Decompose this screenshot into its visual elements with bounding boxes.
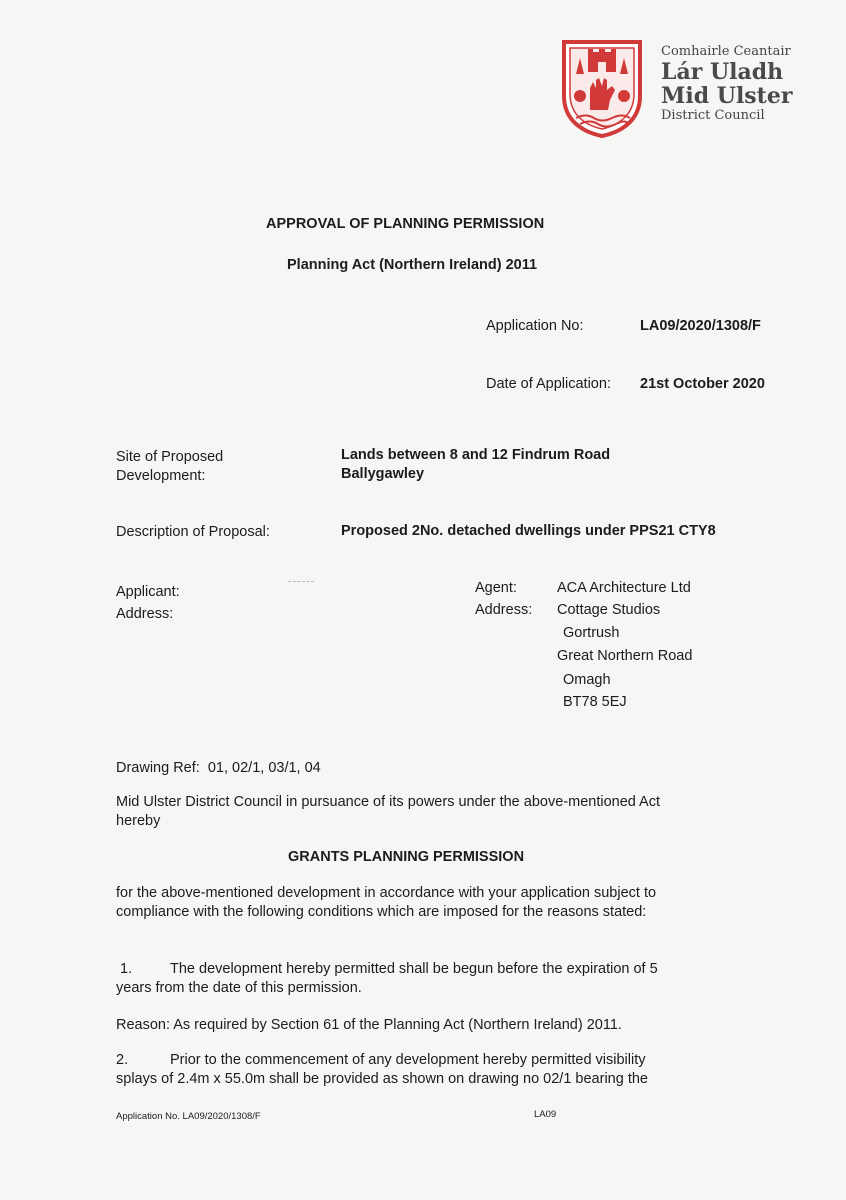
footer-code: LA09 xyxy=(534,1109,557,1120)
agent-address-line: Great Northern Road xyxy=(557,648,693,664)
agent-name: ACA Architecture Ltd xyxy=(557,580,691,596)
grant-heading: GRANTS PLANNING PERMISSION xyxy=(288,849,525,865)
act-subtitle: Planning Act (Northern Ireland) 2011 xyxy=(287,257,538,273)
condition-text-line2: years from the date of this permission. xyxy=(116,980,362,996)
applicant-address-label: Address: xyxy=(116,606,174,622)
footer-application-no: Application No. LA09/2020/1308/F xyxy=(116,1111,261,1122)
compliance-line1: for the above-mentioned development in accordance with your application subject to xyxy=(116,885,657,901)
site-value-line2: Ballygawley xyxy=(341,466,425,482)
site-value-line1: Lands between 8 and 12 Findrum Road xyxy=(341,447,611,463)
application-date-value: 21st October 2020 xyxy=(640,376,765,392)
separator-mark xyxy=(288,581,314,582)
intro-line2: hereby xyxy=(116,813,161,829)
applicant-label: Applicant: xyxy=(116,584,180,600)
agent-address-label: Address: xyxy=(475,602,533,618)
logo-line-district: District Council xyxy=(661,108,765,123)
condition-number: 1. xyxy=(120,961,133,977)
application-no-value: LA09/2020/1308/F xyxy=(640,318,761,334)
council-logo-text xyxy=(661,44,792,124)
document-title: APPROVAL OF PLANNING PERMISSION xyxy=(266,216,545,232)
agent-address-line: Cottage Studios xyxy=(557,602,661,618)
intro-line1: Mid Ulster District Council in pursuance of its powers under the above-mentioned Act xyxy=(116,794,661,810)
logo-line-irish: Lár Uladh xyxy=(661,59,784,85)
agent-label: Agent: xyxy=(475,580,517,596)
logo-line-irish-small: Comhairle Ceantair xyxy=(661,44,791,59)
logo-line-english: Mid Ulster xyxy=(661,83,793,109)
condition-text-line1: The development hereby permitted shall be begun before the expiration of 5 xyxy=(170,961,658,977)
condition-number: 2. xyxy=(116,1052,129,1068)
condition-text-line1: Prior to the commencement of any development hereby permitted visibility xyxy=(170,1052,646,1068)
condition-reason: Reason: As required by Section 61 of the Planning Act (Northern Ireland) 2011. xyxy=(116,1017,622,1033)
drawing-ref: Drawing Ref: 01, 02/1, 03/1, 04 xyxy=(116,760,321,776)
proposal-value: Proposed 2No. detached dwellings under PPS21 CTY8 xyxy=(341,523,716,539)
agent-address-line: Gortrush xyxy=(563,625,620,641)
compliance-line2: compliance with the following conditions which are imposed for the reasons stated: xyxy=(116,904,647,920)
council-crest-icon xyxy=(560,38,644,138)
agent-address-line: Omagh xyxy=(563,672,611,688)
application-date-label: Date of Application: xyxy=(486,376,611,392)
condition-text-line2: splays of 2.4m x 55.0m shall be provided as shown on drawing no 02/1 bearing the xyxy=(116,1071,648,1087)
proposal-label: Description of Proposal: xyxy=(116,524,270,540)
site-label-line1: Site of Proposed xyxy=(116,449,224,465)
agent-address-line: BT78 5EJ xyxy=(563,694,627,710)
application-no-label: Application No: xyxy=(486,318,584,334)
site-label-line2: Development: xyxy=(116,468,206,484)
